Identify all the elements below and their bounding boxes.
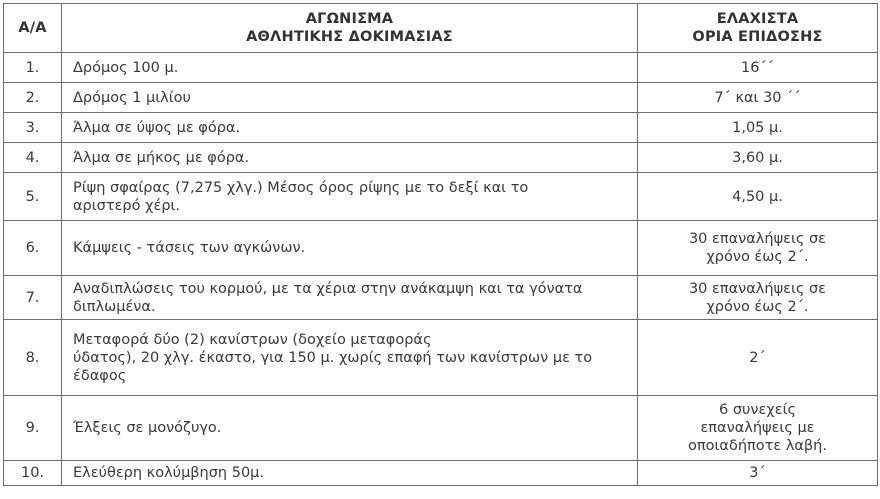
- row-limit: [638, 173, 878, 221]
- row-event: [62, 461, 638, 486]
- row-number: 2.: [4, 83, 62, 113]
- table-row: [4, 461, 878, 486]
- event-line: Κάμψεις - τάσεις των αγκώνων.: [73, 240, 306, 256]
- limit-line: οποιαδήποτε λαβή.: [688, 438, 827, 454]
- event-line: έδαφος: [73, 367, 127, 384]
- row-limit: [638, 53, 878, 83]
- event-line: ύδατος), 20 χλγ. έκαστο, για 150 μ. χωρίς επαφή των κανίστρων με το: [73, 349, 593, 366]
- limit-line: χρόνο έως 2΄.: [706, 298, 809, 315]
- table-row: [4, 143, 878, 173]
- header-event-line1: ΑΓΩΝΙΣΜΑ: [305, 11, 394, 27]
- row-number: 7.: [4, 276, 62, 320]
- limit-line: χρόνο έως 2΄.: [706, 249, 809, 265]
- table-row: [4, 83, 878, 113]
- header-number: Α/Α: [4, 4, 62, 53]
- row-event: [62, 113, 638, 143]
- header-limit-line1: ΕΛΑΧΙΣΤΑ: [716, 11, 799, 27]
- event-line: Έλξεις σε μονόζυγο.: [73, 420, 222, 436]
- athletic-test-limits-table: [3, 3, 878, 486]
- table-row: [4, 113, 878, 143]
- row-limit: [638, 83, 878, 113]
- event-line: Άλμα σε μήκος με φόρα.: [73, 149, 250, 166]
- header-event: [62, 4, 638, 53]
- row-limit: [638, 113, 878, 143]
- event-line: Ρίψη σφαίρας (7,275 χλγ.) Μέσος όρος ρίψης με το δεξί και το: [73, 179, 529, 196]
- row-number: 10.: [4, 461, 62, 486]
- row-event: [62, 320, 638, 396]
- header-limit-line2: ΟΡΙΑ ΕΠΙΔΟΣΗΣ: [692, 29, 823, 45]
- row-number: 8.: [4, 320, 62, 396]
- row-number: 4.: [4, 143, 62, 173]
- table-row: [4, 53, 878, 83]
- limit-line: 30 επαναλήψεις σε: [688, 280, 827, 297]
- minimum-performance-table-container: [3, 3, 877, 486]
- row-number: 9.: [4, 396, 62, 461]
- limit-line: 30 επαναλήψεις σε: [688, 231, 827, 247]
- row-event: [62, 221, 638, 276]
- table-row: [4, 320, 878, 396]
- row-number: 5.: [4, 173, 62, 221]
- header-limit: [638, 4, 878, 53]
- table-header-row: [4, 4, 878, 53]
- event-line: Δρόμος 1 μιλίου: [73, 89, 191, 106]
- limit-line: 7΄ και 30 ΄΄: [714, 89, 801, 106]
- event-line: αριστερό χέρι.: [73, 197, 181, 214]
- limit-line: επαναλήψεις με: [700, 420, 815, 436]
- limit-line: 16΄΄: [741, 59, 774, 76]
- row-number: 3.: [4, 113, 62, 143]
- table-row: [4, 173, 878, 221]
- row-event: [62, 173, 638, 221]
- event-line: Δρόμος 100 μ.: [73, 59, 179, 76]
- event-line: Αναδιπλώσεις του κορμού, με τα χέρια στην ανάκαμψη και τα γόνατα: [73, 280, 583, 297]
- header-event-line2: ΑΘΛΗΤΙΚΗΣ ΔΟΚΙΜΑΣΙΑΣ: [246, 29, 453, 45]
- limit-line: 4,50 μ.: [732, 188, 783, 205]
- row-event: [62, 276, 638, 320]
- row-limit: [638, 143, 878, 173]
- row-limit: [638, 461, 878, 486]
- row-limit: [638, 320, 878, 396]
- limit-line: 2΄: [749, 349, 766, 366]
- row-event: [62, 143, 638, 173]
- row-number: 6.: [4, 221, 62, 276]
- event-line: διπλωμένα.: [73, 298, 156, 315]
- event-line: Ελεύθερη κολύμβηση 50μ.: [73, 465, 265, 481]
- row-number: 1.: [4, 53, 62, 83]
- event-line: Μεταφορά δύο (2) κανίστρων (δοχείο μεταφοράς: [73, 331, 432, 348]
- limit-line: 3,60 μ.: [732, 149, 783, 166]
- row-limit: [638, 276, 878, 320]
- row-event: [62, 53, 638, 83]
- limit-line: 1,05 μ.: [732, 119, 783, 136]
- limit-line: 6 συνεχείς: [719, 402, 796, 418]
- table-row: [4, 276, 878, 320]
- table-row: [4, 396, 878, 461]
- row-limit: [638, 221, 878, 276]
- limit-line: 3΄: [749, 465, 766, 481]
- row-limit: [638, 396, 878, 461]
- event-line: Άλμα σε ύψος με φόρα.: [73, 119, 241, 136]
- row-event: [62, 83, 638, 113]
- row-event: [62, 396, 638, 461]
- table-row: [4, 221, 878, 276]
